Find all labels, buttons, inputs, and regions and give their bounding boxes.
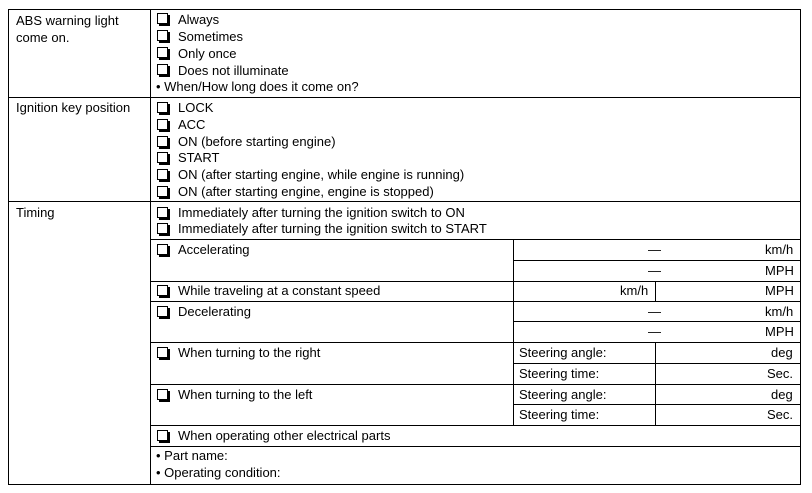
option-decelerating: Decelerating bbox=[178, 304, 251, 319]
decelerating-kmh-dash: — bbox=[648, 304, 661, 319]
timing-value-column-divider bbox=[513, 239, 514, 425]
accelerating-mph-unit: MPH bbox=[765, 263, 794, 278]
checkbox-acc[interactable] bbox=[157, 119, 168, 130]
decelerating-mph-dash: — bbox=[648, 324, 661, 339]
abs-duration-note: • When/How long does it come on? bbox=[156, 79, 359, 94]
option-turn-right: When turning to the right bbox=[178, 345, 321, 360]
label-column-divider bbox=[150, 9, 151, 485]
timing-divider-6 bbox=[150, 425, 801, 426]
timing-divider-right-mid bbox=[513, 363, 801, 364]
option-start: START bbox=[178, 150, 220, 165]
option-does-not-illuminate: Does not illuminate bbox=[178, 63, 289, 78]
divider-ignition-timing bbox=[8, 201, 801, 202]
checkbox-lock[interactable] bbox=[157, 102, 168, 113]
checkbox-turn-left[interactable] bbox=[157, 389, 168, 400]
option-only-once: Only once bbox=[178, 46, 237, 61]
turn-right-split bbox=[655, 342, 656, 384]
divider-abs-ignition bbox=[8, 97, 801, 98]
checkbox-electrical-parts[interactable] bbox=[157, 430, 168, 441]
option-electrical-parts: When operating other electrical parts bbox=[178, 428, 391, 443]
turn-right-time-unit: Sec. bbox=[767, 366, 794, 381]
checkbox-ign-on[interactable] bbox=[157, 207, 168, 218]
checkbox-only-once[interactable] bbox=[157, 47, 168, 58]
option-on-before: ON (before starting engine) bbox=[178, 134, 336, 149]
option-turn-left: When turning to the left bbox=[178, 387, 313, 402]
timing-divider-5 bbox=[150, 384, 801, 385]
timing-divider-decel-mid bbox=[513, 321, 801, 322]
turn-left-time-unit: Sec. bbox=[767, 407, 794, 422]
decelerating-kmh-unit: km/h bbox=[765, 304, 794, 319]
checkbox-does-not-illuminate[interactable] bbox=[157, 64, 168, 75]
option-accelerating: Accelerating bbox=[178, 242, 250, 257]
checkbox-on-stopped[interactable] bbox=[157, 186, 168, 197]
checkbox-ign-start[interactable] bbox=[157, 223, 168, 234]
option-ign-start: Immediately after turning the ignition switch to START bbox=[178, 221, 487, 236]
constant-mph-unit: MPH bbox=[765, 283, 794, 298]
checkbox-on-running[interactable] bbox=[157, 169, 168, 180]
checkbox-accelerating[interactable] bbox=[157, 244, 168, 255]
timing-divider-accel-mid bbox=[513, 260, 801, 261]
timing-divider-7 bbox=[150, 446, 801, 447]
checkbox-turn-right[interactable] bbox=[157, 347, 168, 358]
checkbox-start[interactable] bbox=[157, 152, 168, 163]
turn-right-angle-unit: deg bbox=[771, 345, 793, 360]
timing-section-label: Timing bbox=[16, 205, 55, 220]
decelerating-mph-unit: MPH bbox=[765, 324, 794, 339]
diagnosis-form bbox=[8, 9, 801, 485]
option-ign-on: Immediately after turning the ignition switch to ON bbox=[178, 205, 465, 220]
accelerating-kmh-unit: km/h bbox=[765, 242, 794, 257]
option-acc: ACC bbox=[178, 117, 206, 132]
option-sometimes: Sometimes bbox=[178, 29, 244, 44]
accelerating-mph-dash: — bbox=[648, 263, 661, 278]
accelerating-kmh-dash: — bbox=[648, 242, 661, 257]
turn-right-angle-label: Steering angle: bbox=[519, 345, 607, 360]
turn-right-time-label: Steering time: bbox=[519, 366, 600, 381]
timing-divider-4 bbox=[150, 342, 801, 343]
checkbox-on-before[interactable] bbox=[157, 136, 168, 147]
abs-section-label: ABS warning light come on. bbox=[16, 13, 119, 45]
turn-left-split bbox=[655, 384, 656, 425]
option-lock: LOCK bbox=[178, 100, 214, 115]
turn-left-time-label: Steering time: bbox=[519, 407, 600, 422]
timing-divider-3 bbox=[150, 301, 801, 302]
checkbox-sometimes[interactable] bbox=[157, 30, 168, 41]
timing-divider-1 bbox=[150, 239, 801, 240]
constant-kmh-unit: km/h bbox=[620, 283, 649, 298]
constant-speed-split bbox=[655, 281, 656, 301]
turn-left-angle-unit: deg bbox=[771, 387, 793, 402]
option-always: Always bbox=[178, 12, 220, 27]
checkbox-decelerating[interactable] bbox=[157, 306, 168, 317]
operating-condition-field: • Operating condition: bbox=[156, 465, 281, 480]
part-name-field: • Part name: bbox=[156, 448, 228, 463]
option-on-stopped: ON (after starting engine, engine is stopped) bbox=[178, 184, 434, 199]
checkbox-constant-speed[interactable] bbox=[157, 285, 168, 296]
timing-divider-2 bbox=[150, 281, 801, 282]
ignition-section-label: Ignition key position bbox=[16, 100, 131, 115]
option-on-running: ON (after starting engine, while engine is running) bbox=[178, 167, 465, 182]
timing-divider-left-mid bbox=[513, 404, 801, 405]
checkbox-always[interactable] bbox=[157, 13, 168, 24]
option-constant-speed: While traveling at a constant speed bbox=[178, 283, 381, 298]
turn-left-angle-label: Steering angle: bbox=[519, 387, 607, 402]
